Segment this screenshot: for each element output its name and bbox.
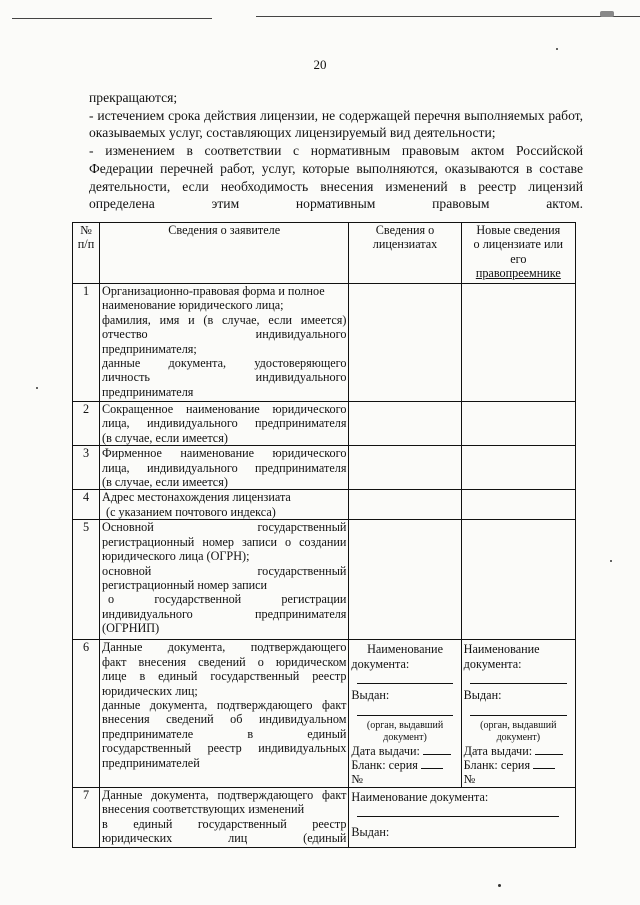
cell-line: о государственной регистрации bbox=[108, 592, 347, 607]
org-note: документ) bbox=[383, 731, 427, 743]
table-row bbox=[73, 402, 576, 446]
issue-date-blank[interactable] bbox=[535, 744, 563, 755]
applicant-cell bbox=[100, 640, 349, 787]
header-licensee: Сведения о лицензиатах bbox=[349, 223, 461, 284]
new-info-cell bbox=[461, 446, 575, 490]
intro-text bbox=[89, 89, 583, 213]
doc-name-blank[interactable] bbox=[357, 671, 452, 684]
header-new-info-line: о лицензиате или bbox=[473, 237, 564, 252]
doc-name-blank[interactable] bbox=[470, 671, 567, 684]
licensee-cell bbox=[349, 520, 461, 640]
header-applicant: Сведения о заявителе bbox=[100, 223, 349, 284]
cell-line: юридического лица (ОГРН); bbox=[102, 549, 250, 564]
header-new-info-line: Новые сведения bbox=[476, 223, 561, 237]
issued-blank[interactable] bbox=[470, 703, 567, 716]
applicant-cell bbox=[100, 284, 349, 402]
new-info-cell bbox=[461, 284, 575, 402]
cell-line: фамилия, имя и (в случае, если имеется) bbox=[102, 312, 347, 327]
licensee-info-table bbox=[72, 222, 576, 848]
cell-line: (ОГРНИП) bbox=[102, 621, 160, 636]
applicant-cell bbox=[100, 520, 349, 640]
row-number: 1 bbox=[73, 284, 100, 402]
form-series-label: Бланк: серия bbox=[463, 758, 531, 773]
cell-line: внесения соответствующих изменений bbox=[102, 802, 305, 817]
table-row bbox=[73, 520, 576, 640]
page-number: 20 bbox=[313, 57, 327, 72]
new-info-cell bbox=[461, 402, 575, 446]
new-info-cell bbox=[461, 520, 575, 640]
issue-date-label: Дата выдачи: bbox=[463, 743, 533, 758]
cell-line: предпринимателя; bbox=[102, 341, 197, 356]
form-series-blank[interactable] bbox=[533, 758, 555, 769]
cell-line: внесения сведений об индивидуальном bbox=[102, 712, 347, 727]
header-new-info-line: правопреемнике bbox=[475, 266, 561, 281]
cell-line: отчество индивидуального bbox=[102, 327, 347, 342]
cell-line: в единый государственный реестр bbox=[102, 816, 347, 831]
header-num: № п/п bbox=[73, 223, 100, 284]
applicant-cell bbox=[100, 446, 349, 490]
cell-line: Сокращенное наименование юридического bbox=[102, 402, 347, 416]
form-series-blank[interactable] bbox=[421, 758, 443, 769]
cell-line: данные документа, удостоверяющего bbox=[102, 356, 347, 371]
scan-speck bbox=[600, 11, 614, 17]
licensee-cell bbox=[349, 402, 461, 446]
intro-line: прекращаются; bbox=[89, 90, 178, 105]
cell-line: регистрационный номер записи bbox=[102, 578, 268, 593]
cell-line: предпринимателе в единый bbox=[102, 726, 347, 741]
cell-line: Организационно-правовая форма и полное bbox=[102, 284, 325, 298]
cell-line: предпринимателя bbox=[102, 384, 194, 399]
org-note: документ) bbox=[496, 731, 541, 743]
row-number: 4 bbox=[73, 490, 100, 520]
table-row bbox=[73, 787, 576, 847]
cell-line: лице в единый государственный реестр bbox=[102, 669, 347, 684]
scan-line-right bbox=[256, 16, 640, 17]
row-number: 5 bbox=[73, 520, 100, 640]
row-number: 6 bbox=[73, 640, 100, 787]
table-header-row bbox=[73, 223, 576, 284]
row7-doc-name-label: Наименование документа: bbox=[351, 789, 489, 804]
header-new-info bbox=[461, 223, 575, 284]
applicant-cell bbox=[100, 490, 349, 520]
doc-name-label: документа: bbox=[463, 656, 522, 671]
cell-line: юридических лиц (единый bbox=[102, 831, 347, 846]
cell-line: данные документа, подтверждающего факт bbox=[102, 698, 347, 713]
cell-line: регистрационный номер записи о создании bbox=[102, 534, 347, 549]
row7-issued-label: Выдан: bbox=[351, 825, 390, 840]
issue-date-field bbox=[464, 744, 573, 758]
scan-speck bbox=[36, 387, 38, 389]
table-row bbox=[73, 490, 576, 520]
cell-line: предпринимателей bbox=[102, 755, 200, 770]
doc-name-label: документа: bbox=[351, 656, 410, 671]
org-note: (орган, выдавший bbox=[366, 719, 444, 731]
row-number: 2 bbox=[73, 402, 100, 446]
cell-line: Фирменное наименование юридического bbox=[102, 446, 347, 461]
org-note: (орган, выдавший bbox=[480, 719, 557, 731]
row7-doc-name-blank[interactable] bbox=[357, 804, 559, 817]
doc-name-label: Наименование bbox=[463, 642, 540, 657]
form-series-field bbox=[351, 758, 458, 772]
cell-line: основной государственный bbox=[102, 563, 347, 578]
applicant-cell bbox=[100, 402, 349, 446]
issued-blank[interactable] bbox=[357, 703, 452, 716]
form-series-field bbox=[464, 758, 573, 772]
scan-line-left bbox=[12, 18, 212, 19]
issue-date-blank[interactable] bbox=[423, 744, 451, 755]
row-number: 3 bbox=[73, 446, 100, 490]
licensee-doc-fields bbox=[349, 640, 461, 787]
cell-line: индивидуального предпринимателя bbox=[102, 606, 347, 621]
cell-line: Адрес местонахождения лицензиата bbox=[102, 490, 291, 505]
number-sign: № bbox=[351, 772, 364, 787]
table-row bbox=[73, 640, 576, 787]
new-info-cell bbox=[461, 490, 575, 520]
cell-line: (в случае, если имеется) bbox=[102, 475, 228, 490]
licensee-cell bbox=[349, 446, 461, 490]
cell-line: государственный реестр индивидуальных bbox=[102, 741, 347, 756]
form-series-label: Бланк: серия bbox=[351, 758, 418, 773]
new-info-doc-fields bbox=[461, 640, 575, 787]
applicant-cell bbox=[100, 787, 349, 847]
cell-line: юридических лиц; bbox=[102, 683, 198, 698]
cell-line: Данные документа, подтверждающего факт bbox=[102, 787, 347, 802]
header-new-info-line: его bbox=[510, 251, 527, 266]
table-row bbox=[73, 284, 576, 402]
issue-date-label: Дата выдачи: bbox=[351, 743, 420, 758]
licensee-cell bbox=[349, 490, 461, 520]
intro-paragraph: - изменением в соответствии с нормативным правовым актом Российской Федерации перечней работ, услуг, которые выполняются, оказываются в составе деятельности, если необходимость внесения изменений в реестр лицензий определена этим нормативным правовым актом. bbox=[89, 143, 583, 212]
doc-name-label: Наименование bbox=[367, 642, 443, 657]
cell-line: (в случае, если имеется) bbox=[102, 430, 228, 445]
row-number: 7 bbox=[73, 787, 100, 847]
intro-paragraph: - истечением срока действия лицензии, не содержащей перечня выполняемых работ, оказываемых услуг, составляющих лицензируемый вид деятельности; bbox=[89, 107, 583, 141]
licensee-cell bbox=[349, 284, 461, 402]
cell-line: лица, индивидуального предпринимателя bbox=[102, 416, 347, 431]
table-row bbox=[73, 446, 576, 490]
cell-line: Данные документа, подтверждающего bbox=[102, 640, 347, 655]
cell-line: факт внесения сведений о юридическом bbox=[102, 654, 347, 669]
issue-date-field bbox=[351, 744, 458, 758]
cell-line: личность индивидуального bbox=[102, 370, 347, 385]
scan-speck bbox=[498, 884, 501, 887]
scan-speck bbox=[556, 48, 558, 50]
number-sign: № bbox=[463, 772, 476, 787]
issued-label: Выдан: bbox=[463, 688, 502, 703]
cell-line: наименование юридического лица; bbox=[102, 298, 284, 313]
cell-line: лица, индивидуального предпринимателя bbox=[102, 460, 347, 475]
cell-line: (с указанием почтового индекса) bbox=[106, 504, 276, 519]
cell-line: Основной государственный bbox=[102, 520, 347, 535]
row7-doc-fields bbox=[349, 787, 576, 847]
issued-label: Выдан: bbox=[351, 688, 390, 703]
scan-speck bbox=[610, 560, 612, 562]
